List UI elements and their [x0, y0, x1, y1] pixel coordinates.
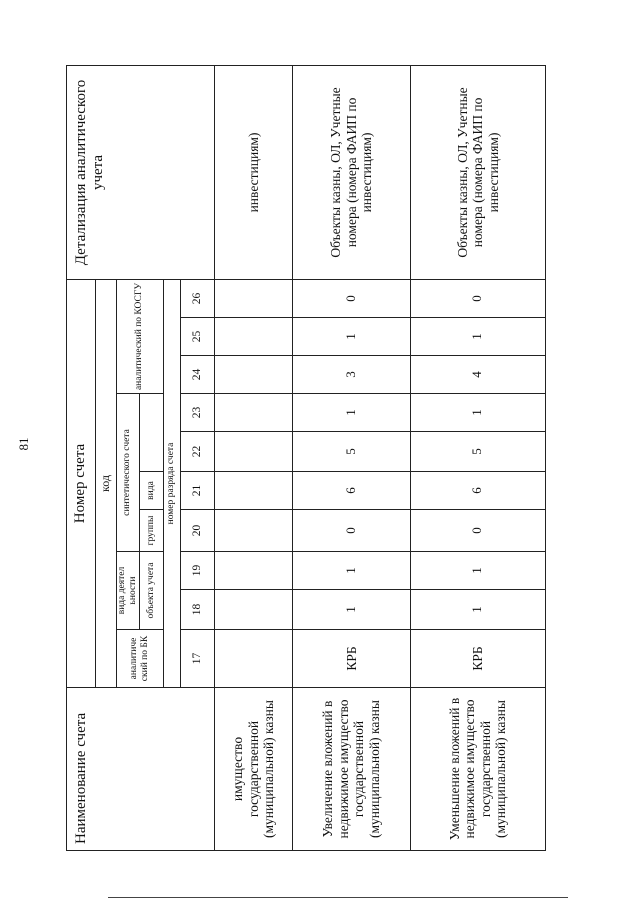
table-row — [292, 65, 410, 850]
value-cell — [214, 510, 292, 552]
value-cell: 6 — [292, 472, 410, 510]
analytic-bk-header: аналитиче ский по БК — [117, 630, 164, 688]
value-cell: 3 — [292, 356, 410, 394]
empty-sub-header — [139, 394, 163, 472]
detail-header: Детализация аналитического учета — [67, 65, 215, 279]
rotated-table-wrapper — [66, 66, 544, 851]
analytic-kosgu-header: аналитический по КОСГУ — [117, 279, 164, 393]
detail-cell: Объекты казны, ОЛ, Учетные номера (номера ФАИП по инвестициям) — [292, 65, 410, 279]
value-cell: 4 — [410, 356, 545, 394]
code-header: код — [96, 279, 117, 687]
value-cell: 1 — [410, 552, 545, 590]
digit-cell: 19 — [180, 552, 214, 590]
account-name-cell: имущество государственной (муниципальной) казны — [214, 688, 292, 851]
digit-cell: 21 — [180, 472, 214, 510]
value-cell: 1 — [410, 318, 545, 356]
value-cell: 1 — [292, 590, 410, 630]
value-cell: 1 — [292, 318, 410, 356]
account-name-header: Наименование счета — [67, 688, 215, 851]
value-cell: 0 — [410, 510, 545, 552]
account-number-header: Номер счета — [67, 279, 96, 687]
digit-cell: 17 — [180, 630, 214, 688]
value-cell: 0 — [410, 279, 545, 317]
value-cell: 1 — [410, 394, 545, 432]
object-header: объекта учета — [139, 552, 163, 630]
value-cell — [214, 394, 292, 432]
value-cell — [214, 432, 292, 472]
value-cell — [214, 356, 292, 394]
value-cell: 6 — [410, 472, 545, 510]
account-name-cell: Увеличение вложений в недвижимое имущество государственной (муниципальной) казны — [292, 688, 410, 851]
page-number: 81 — [16, 437, 31, 451]
table-row — [214, 65, 292, 850]
header-row-1 — [67, 65, 96, 850]
detail-cell: Объекты казны, ОЛ, Учетные номера (номера ФАИП по инвестициям) — [410, 65, 545, 279]
detail-cell: инвестициям) — [214, 65, 292, 279]
value-cell: 1 — [292, 552, 410, 590]
table-row — [410, 65, 545, 850]
bottom-rule — [108, 897, 568, 898]
digit-cell: 18 — [180, 590, 214, 630]
synthetic-header: синтетического счета — [117, 394, 140, 552]
account-name-cell: Уменьшение вложений в недвижимое имущество государственной (муниципальной) казны — [410, 688, 545, 851]
value-cell — [214, 318, 292, 356]
value-cell — [214, 279, 292, 317]
value-cell: КРБ — [292, 630, 410, 688]
value-cell: 1 — [410, 590, 545, 630]
value-cell — [214, 590, 292, 630]
kind-header: вида — [139, 472, 163, 510]
value-cell — [214, 630, 292, 688]
value-cell: КРБ — [410, 630, 545, 688]
digit-cell: 24 — [180, 356, 214, 394]
value-cell — [214, 552, 292, 590]
value-cell: 5 — [292, 432, 410, 472]
group-header: группы — [139, 510, 163, 552]
activity-type-header: вида деятел ьности — [117, 552, 140, 630]
digit-cell: 20 — [180, 510, 214, 552]
value-cell: 0 — [292, 279, 410, 317]
accounts-table — [66, 65, 546, 851]
digit-cell: 26 — [180, 279, 214, 317]
value-cell: 1 — [292, 394, 410, 432]
digit-cell: 25 — [180, 318, 214, 356]
digit-cell: 22 — [180, 432, 214, 472]
value-cell — [214, 472, 292, 510]
value-cell: 5 — [410, 432, 545, 472]
value-cell: 0 — [292, 510, 410, 552]
digit-cell: 23 — [180, 394, 214, 432]
digit-number-header: номер разряда счета — [163, 279, 180, 687]
